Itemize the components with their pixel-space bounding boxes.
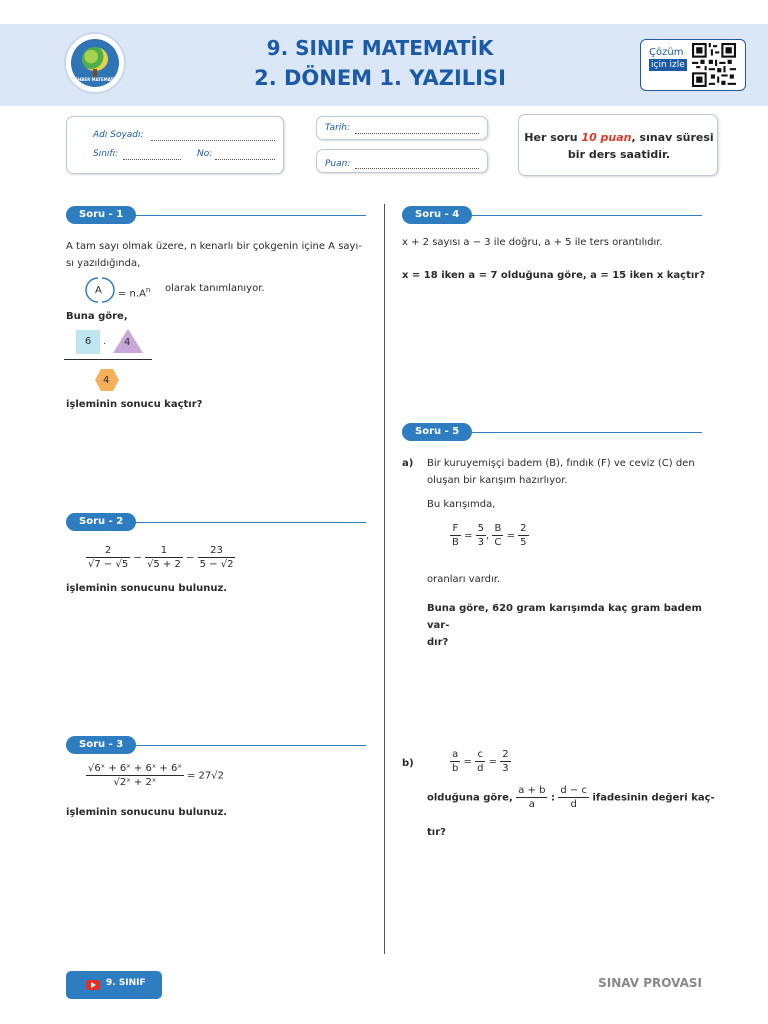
score-label: Puan: (325, 159, 351, 169)
score-field[interactable] (355, 168, 479, 169)
q5a-intro: Bu karışımda, (427, 499, 496, 510)
q5-label: Soru - 5 (402, 423, 472, 441)
grade-youtube-button[interactable] (66, 971, 162, 999)
q3-expression: $\frac{\text{√6ˣ + 6ˣ + 6ˣ + 6ˣ}}{\text{√2ˣ + 2ˣ}}$ = 27√2 (88, 763, 225, 788)
q1-text: A tam sayı olmak üzere, n kenarlı bir çokgenin içine A sayı- sı yazıldığında, (66, 241, 362, 269)
q5b-question: olduğuna göre, $\frac{a + b}{a}$ : $\frac{d - c}{d}$ ifadesinin değeri kaç- (427, 785, 715, 810)
q1-prompt: Buna göre, (66, 311, 128, 322)
hexagon-value: 4 (103, 375, 110, 386)
date-box (316, 116, 488, 140)
q5b-marker: b) (402, 758, 414, 769)
q1-fraction-bar (64, 359, 152, 360)
q1-question: işleminin sonucu kaçtır? (66, 399, 203, 410)
q1-dot: . (103, 337, 106, 347)
q4-question: x = 18 iken a = 7 olduğuna göre, a = 15 iken x kaçtır? (402, 270, 706, 281)
triangle-value: 4 (124, 337, 131, 348)
page-subtitle: 2. DÖNEM 1. YAZILISI (254, 66, 506, 90)
q1-rule (130, 215, 366, 216)
footer-brand: SINAV PROVASI (598, 976, 702, 990)
exam-note-box (518, 114, 718, 176)
q1-label: Soru - 1 (66, 206, 136, 224)
q4-text: x + 2 sayısı a − 3 ile doğru, a + 5 ile ters orantılıdır. (402, 237, 663, 248)
q5a-question: Buna göre, 620 gram karışımda kaç gram badem var- dır? (427, 603, 702, 648)
student-info-box (66, 116, 284, 174)
q2-rule (130, 522, 366, 523)
q5b-given: $\frac{a}{b}$ = $\frac{c}{d}$ = $\frac{2}{3}$ (452, 749, 509, 774)
exam-note: Her soru 10 puan, sınav süresi bir ders saatidir. (524, 131, 714, 161)
q1-def-symbol: A (95, 285, 102, 296)
column-divider (384, 204, 385, 954)
q2-label: Soru - 2 (66, 513, 136, 531)
logo-tree-icon (71, 39, 119, 87)
q3-label: Soru - 3 (66, 736, 136, 754)
solution-qr-box[interactable] (640, 39, 746, 91)
page-title: 9. SINIF MATEMATİK (266, 36, 494, 60)
grade-label: 9. SINIF (106, 978, 146, 988)
q3-rule (130, 745, 366, 746)
q2-expression: $\frac{2}{√7 - √5}$ − $\frac{1}{√5 + 2}$ − $\frac{23}{5 - √2}$ (88, 545, 234, 570)
q5a-text: Bir kuruyemişçi badem (B), fındık (F) ve ceviz (C) den oluşan bir karışım hazırlıyor. (427, 458, 695, 486)
no-label: No: (197, 149, 213, 159)
name-label: Adı Soyadı: (93, 130, 144, 140)
q1-def-formula: = $n.A^n$ (118, 286, 151, 300)
no-field[interactable] (215, 159, 275, 160)
q4-label: Soru - 4 (402, 206, 472, 224)
date-field[interactable] (355, 133, 479, 134)
q4-rule (466, 215, 702, 216)
logo (64, 32, 126, 94)
q3-question: işleminin sonucunu bulunuz. (66, 807, 228, 818)
q5a-ratios: $\frac{F}{B}$ = $\frac{5}{3}$ , $\frac{B}{C}$ = $\frac{2}{5}$ (452, 523, 527, 548)
q5a-ratio-note: oranları vardır. (427, 574, 501, 585)
date-label: Tarih: (325, 123, 351, 133)
q5b-question-end: tır? (427, 827, 446, 838)
qr-label: Çözüm için izle (649, 47, 685, 70)
class-field[interactable] (123, 159, 181, 160)
q2-question: işleminin sonucunu bulunuz. (66, 583, 228, 594)
square-shape: 6 (76, 330, 100, 354)
logo-text: REHBER MATEMATİK (72, 77, 118, 82)
q1-def-text: olarak tanımlanıyor. (165, 283, 265, 294)
name-field[interactable] (151, 140, 275, 141)
q5-rule (466, 432, 702, 433)
q5a-marker: a) (402, 458, 414, 469)
score-box (316, 149, 488, 173)
class-label: Sınıfı: (93, 149, 119, 159)
qr-code-icon[interactable] (692, 43, 736, 87)
